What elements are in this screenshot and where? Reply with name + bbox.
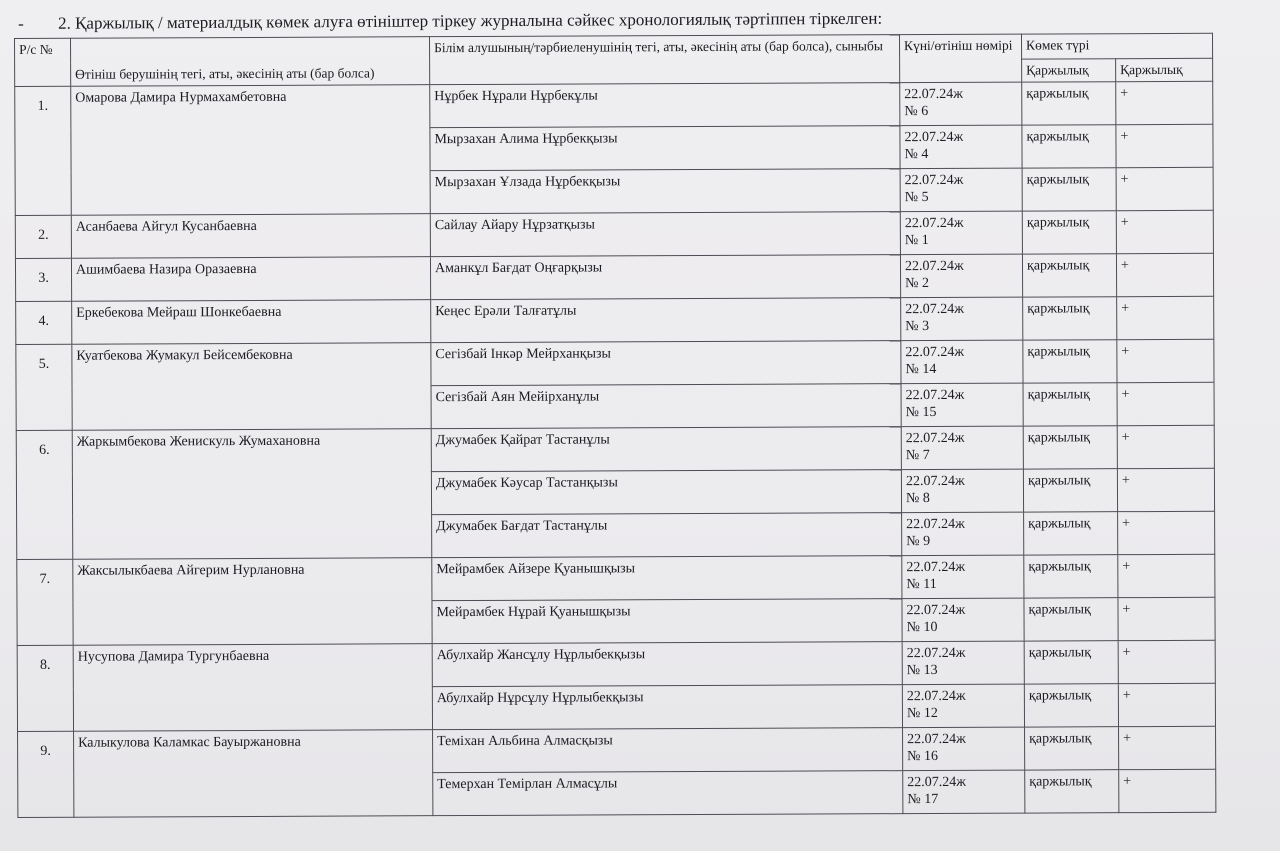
student-name: Темерхан Темірлан Алмасұлы: [433, 771, 903, 816]
aid-type: қаржылық: [1024, 598, 1118, 641]
registry-body: [15, 81, 1216, 817]
student-name: Сегізбай Аян Мейірханұлы: [431, 384, 901, 429]
aid-mark: +: [1117, 468, 1214, 511]
applicant-name: Куатбекова Жумакул Бейсембековна: [72, 343, 431, 431]
student-name: Сайлау Айару Нұрзатқызы: [430, 212, 900, 257]
application-date-number: [902, 641, 1024, 685]
table-row: [15, 81, 1213, 129]
application-number: № 3: [905, 319, 930, 335]
aid-type: қаржылық: [1023, 426, 1117, 469]
aid-type: қаржылық: [1022, 168, 1116, 211]
applicant-name: Калыкулова Каламкас Бауыржановна: [74, 730, 433, 818]
aid-mark: +: [1116, 81, 1213, 124]
application-number: № 8: [905, 491, 930, 507]
application-number: № 4: [904, 147, 929, 163]
row-number-text: 4.: [38, 313, 50, 329]
table-row: [17, 554, 1215, 602]
aid-type: қаржылық: [1025, 770, 1119, 813]
student-name: Кеңес Ерәли Талғатұлы: [431, 298, 901, 343]
application-date-number: [902, 684, 1024, 728]
application-date-number: [901, 297, 1023, 341]
registry-table: [14, 33, 1216, 818]
row-number: [16, 344, 72, 430]
application-number: № 7: [905, 448, 930, 464]
aid-mark: +: [1118, 511, 1215, 554]
aid-mark: +: [1118, 683, 1215, 726]
aid-type: қаржылық: [1024, 641, 1118, 684]
application-number: № 9: [906, 534, 931, 550]
table-row: [16, 425, 1214, 473]
header-applicant-text: Өтініш берушінің тегі, аты, әкесінің аты (бар болса): [75, 65, 375, 82]
application-date-number: [900, 211, 1022, 255]
application-date: 22.07.24ж: [907, 774, 966, 791]
row-number: [16, 430, 73, 559]
application-date-number: [901, 340, 1023, 384]
application-date-number: [902, 512, 1024, 556]
aid-type: қаржылық: [1022, 254, 1116, 297]
application-number: № 10: [906, 619, 938, 636]
application-date: 22.07.24ж: [906, 516, 965, 533]
row-number-text: 8.: [39, 657, 51, 673]
applicant-name: Еркебекова Мейраш Шонкебаевна: [72, 300, 431, 345]
aid-type: қаржылық: [1023, 383, 1117, 426]
aid-type: қаржылық: [1023, 469, 1117, 512]
aid-type: қаржылық: [1022, 211, 1116, 254]
application-number: № 16: [907, 748, 939, 765]
row-number-text: 2.: [38, 227, 49, 243]
applicant-name: Нусупова Дамира Тургунбаевна: [73, 644, 432, 732]
application-date: 22.07.24ж: [905, 473, 965, 490]
row-number-text: 1.: [37, 98, 49, 114]
header-student: Білім алушының/тәрбиеленушінің тегі, аты, әкесінің аты (бар болса), сыныбы: [429, 35, 899, 85]
table-row: [15, 210, 1213, 258]
aid-type: қаржылық: [1023, 297, 1117, 340]
student-name: Теміхан Альбина Алмасқызы: [433, 728, 903, 773]
application-date: 22.07.24ж: [906, 602, 966, 619]
application-date-number: [901, 426, 1023, 470]
header-date: Күні/өтініш нөмірі: [899, 34, 1021, 83]
aid-type: қаржылық: [1024, 684, 1118, 727]
student-name: Мейрамбек Нұрай Қуанышқызы: [432, 599, 902, 644]
student-name: Мырзахан Ұлзада Нұрбекқызы: [430, 169, 900, 214]
student-name: Мейрамбек Айзере Қуанышқызы: [432, 556, 902, 601]
aid-type: қаржылық: [1023, 340, 1117, 383]
heading-bullet: -: [18, 13, 24, 33]
applicant-name: Ашимбаева Назира Оразаевна: [71, 257, 430, 302]
row-number: [15, 86, 72, 215]
application-date: 22.07.24ж: [904, 258, 964, 275]
application-date-number: [900, 168, 1022, 212]
application-number: № 2: [905, 276, 929, 292]
applicant-name: Асанбаева Айгул Кусанбаевна: [71, 214, 430, 259]
applicant-name: Жаксылыкбаева Айгерим Нурлановна: [73, 558, 432, 646]
application-number: № 5: [904, 190, 929, 206]
aid-type: қаржылық: [1024, 555, 1118, 598]
row-number: [16, 301, 72, 344]
application-number: № 12: [906, 705, 938, 722]
row-number: [18, 731, 74, 817]
application-date-number: [903, 770, 1025, 814]
application-date: 22.07.24ж: [906, 688, 966, 705]
row-number-text: 9.: [40, 743, 51, 759]
application-date: 22.07.24ж: [906, 645, 966, 662]
section-heading: [18, 7, 1218, 34]
application-date: 22.07.24ж: [905, 301, 964, 318]
application-date: 22.07.24ж: [905, 344, 965, 361]
application-number: № 11: [906, 576, 937, 593]
header-applicant: [71, 37, 430, 87]
aid-type: қаржылық: [1022, 82, 1116, 125]
row-number: [15, 258, 71, 301]
row-number-text: 7.: [39, 571, 51, 587]
table-row: [18, 726, 1216, 774]
aid-mark: +: [1116, 253, 1213, 296]
applicant-name: Омарова Дамира Нурмахамбетовна: [71, 85, 431, 216]
aid-mark: +: [1118, 597, 1215, 640]
header-type-col2: Қаржылық: [1116, 58, 1213, 81]
header-num: Р/с №: [15, 38, 71, 86]
application-number: № 6: [904, 104, 929, 120]
application-number: № 13: [906, 662, 938, 679]
aid-mark: +: [1116, 210, 1213, 253]
application-date: 22.07.24ж: [906, 559, 966, 576]
row-number: [17, 559, 73, 645]
application-date-number: [900, 125, 1022, 169]
aid-mark: +: [1117, 425, 1214, 468]
aid-mark: +: [1116, 167, 1213, 210]
aid-mark: +: [1117, 382, 1214, 425]
table-row: [15, 253, 1213, 301]
aid-mark: +: [1118, 554, 1215, 597]
aid-mark: +: [1116, 124, 1213, 167]
application-date-number: [901, 383, 1023, 427]
student-name: Джумабек Қайрат Тастанұлы: [431, 427, 901, 472]
student-name: Абулхайр Жансұлу Нұрлыбекқызы: [432, 642, 902, 687]
row-number-text: 3.: [38, 270, 49, 286]
application-number: № 15: [905, 404, 937, 421]
row-number-text: 5.: [38, 356, 50, 372]
aid-mark: +: [1118, 640, 1215, 683]
applicant-name: Жаркымбекова Женискуль Жумахановна: [72, 429, 432, 560]
application-number: № 17: [907, 791, 939, 808]
application-date: 22.07.24ж: [905, 430, 965, 447]
application-date: 22.07.24ж: [904, 86, 963, 103]
aid-type: қаржылық: [1024, 512, 1118, 555]
row-number: [17, 645, 73, 731]
table-row: [17, 640, 1215, 688]
application-date: 22.07.24ж: [904, 172, 964, 189]
row-number-text: 6.: [39, 442, 50, 458]
application-date: 22.07.24ж: [904, 215, 964, 232]
student-name: Мырзахан Алима Нұрбекқызы: [430, 126, 900, 171]
aid-type: қаржылық: [1022, 125, 1116, 168]
application-date: 22.07.24ж: [907, 731, 966, 748]
application-date: 22.07.24ж: [904, 129, 964, 146]
aid-mark: +: [1119, 769, 1216, 812]
header-type-col1: Қаржылық: [1022, 59, 1116, 82]
student-name: Джумабек Кәусар Тастанқызы: [431, 470, 901, 515]
student-name: Абулхайр Нұрсұлу Нұрлыбекқызы: [432, 685, 902, 730]
header-aid-type: Көмек түрі: [1021, 33, 1212, 59]
table-row: [16, 339, 1214, 387]
aid-mark: +: [1117, 296, 1214, 339]
table-row: [16, 296, 1214, 344]
student-name: Аманкұл Бағдат Оңғарқызы: [430, 255, 900, 300]
application-number: № 1: [904, 233, 929, 249]
row-number: [15, 215, 71, 258]
application-date-number: [902, 598, 1024, 642]
application-date-number: [902, 555, 1024, 599]
student-name: Джумабек Бағдат Тастанұлы: [432, 513, 902, 558]
aid-type: қаржылық: [1025, 727, 1119, 770]
application-date-number: [903, 727, 1025, 771]
aid-mark: +: [1119, 726, 1216, 769]
application-date-number: [900, 82, 1022, 126]
application-date: 22.07.24ж: [905, 387, 965, 404]
application-number: № 14: [905, 361, 937, 378]
application-date-number: [901, 469, 1023, 513]
heading-text: 2. Қаржылық / материалдық көмек алуға өтініштер тіркеу журналына сәйкес хронологиялық тәртіппен тіркелген:: [57, 8, 883, 33]
application-date-number: [900, 254, 1022, 298]
student-name: Сегізбай Інкәр Мейрханқызы: [431, 341, 901, 386]
aid-mark: +: [1117, 339, 1214, 382]
student-name: Нұрбек Нұрали Нұрбекұлы: [430, 83, 900, 128]
